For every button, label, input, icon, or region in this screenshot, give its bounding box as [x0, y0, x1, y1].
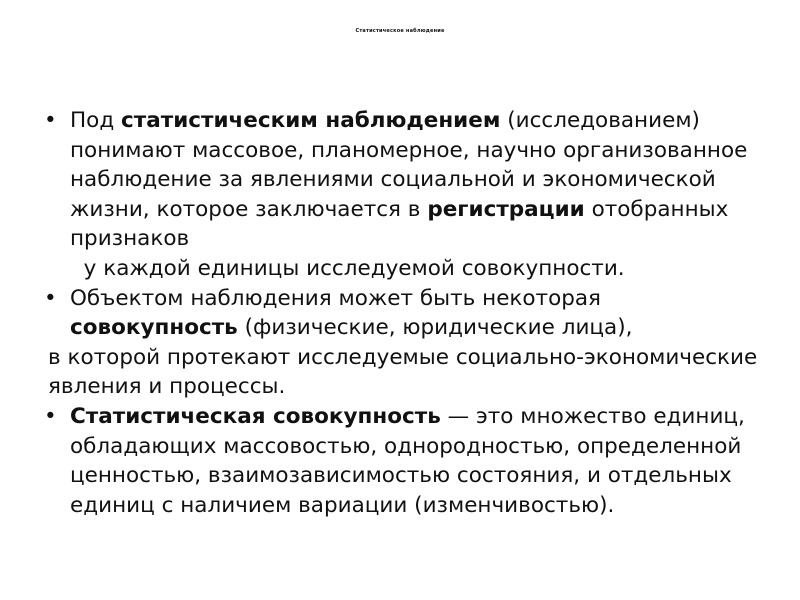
slide-content [44, 106, 774, 520]
text-segment: (исследованием) понимают массовое, планомерное, научно организованное наблюдение за явлениями социальной и экономической жизни, которое заключается в [70, 108, 748, 222]
plain-paragraph: в которой протекают исследуемые социально-экономические явления и процессы. [48, 344, 758, 400]
text-segment: (физические, юридические лица), [237, 315, 633, 341]
bold-term-statistical-population: Статистическая совокупность [70, 403, 441, 429]
text-segment: Под [70, 108, 122, 133]
text-segment: у каждой единицы исследуемой совокупности. [70, 255, 625, 281]
bullet-item-object [44, 284, 774, 343]
bullet-icon: • [44, 108, 57, 133]
bold-term-statistical-observation: статистическим наблюдением [121, 108, 501, 133]
bullet-icon: • [44, 285, 57, 311]
bold-term-population: совокупность [70, 315, 238, 341]
bullet-item-statistical-population [44, 402, 774, 520]
bold-term-registration: регистрации [427, 196, 585, 222]
bullet-icon: • [44, 403, 57, 429]
text-segment: — это множество единиц, обладающих массовостью, однородностью, определенной ценностью, взаимозависимостью состояния, и отдельных единиц с наличием вариации (изменчивостью). [70, 403, 745, 518]
text-segment: Объектом наблюдения может быть некоторая [70, 285, 601, 311]
text-segment: отобранных признаков [70, 196, 729, 252]
bullet-item-observation [44, 106, 774, 284]
slide-title: Статистическое наблюдение [355, 28, 445, 34]
